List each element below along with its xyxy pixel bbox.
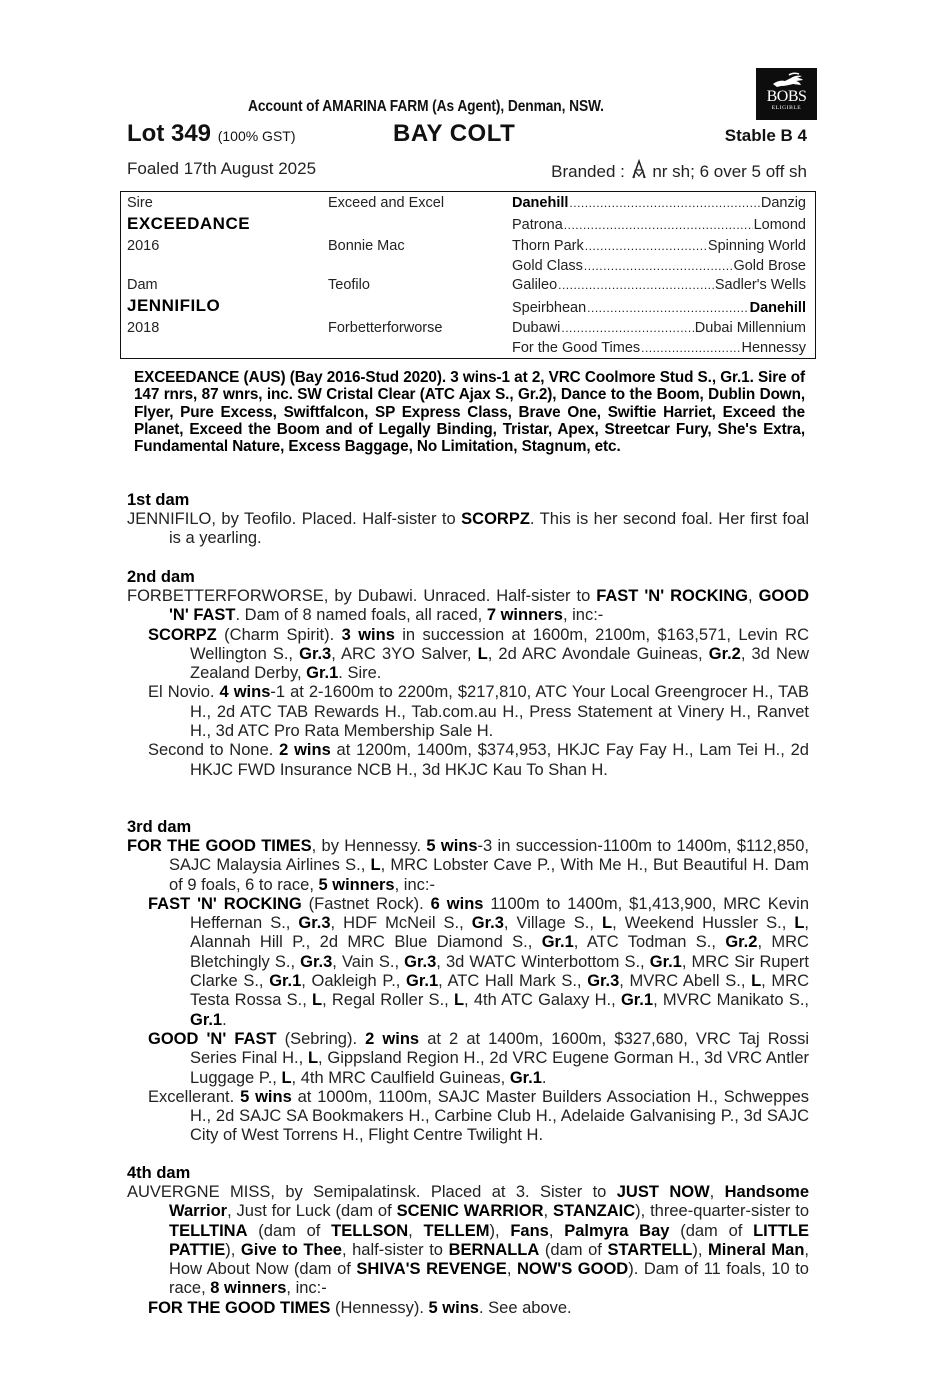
lot-header: [127, 120, 809, 150]
great-grandparent-row: [512, 195, 806, 211]
horse-description: BAY COLT: [393, 120, 516, 147]
great-grandparent-row: [512, 300, 806, 316]
gg-left: Patrona: [512, 217, 563, 233]
sire-label: Sire: [127, 195, 153, 211]
progeny-entry: SCORPZ (Charm Spirit). 3 wins in succession at 1600m, 2100m, $163,571, Levin RC Wellington S., Gr.3, ARC 3YO Salver, L, 2d ARC Avondale Guineas, Gr.2, 3d New Zealand Derby, Gr.1. Sire.: [148, 625, 809, 683]
section-title: 4th dam: [127, 1164, 191, 1182]
gg-right: Spinning World: [707, 238, 806, 254]
section-title: 1st dam: [127, 491, 190, 509]
great-grandparent-row: [512, 320, 806, 336]
dam-name: JENNIFILO: [127, 296, 221, 315]
dam-dam: Forbetterforworse: [328, 320, 443, 336]
progeny-entry: FAST 'N' ROCKING (Fastnet Rock). 6 wins 1100m to 1400m, $1,413,900, MRC Kevin Heffernan S., Gr.3, HDF McNeil S., Gr.3, Village S., L, Weekend Hussler S., L, Alannah Hill P., 2d MRC Blue Diamond S., Gr.1, ATC Todman S., Gr.2, MRC Bletchingly S., Gr.3, Vain S., Gr.3, 3d WATC Winterbottom S., Gr.1, MRC Sir Rupert Clarke S., Gr.1, Oakleigh P., Gr.1, ATC Hall Mark S., Gr.3, MVRC Abell S., L, MRC Testa Rossa S., L, Regal Roller S., L, 4th ATC Galaxy H., Gr.1, MVRC Manikato S., Gr.1.: [148, 894, 810, 1029]
leader-dots: [564, 217, 753, 233]
gg-left: For the Good Times: [512, 340, 641, 356]
gg-right: Lomond: [753, 217, 806, 233]
branded-info: [551, 159, 807, 184]
leader-dots: [585, 238, 707, 254]
vendor-account: Account of AMARINA FARM (As Agent), Denman, NSW.: [248, 98, 604, 115]
dam-label: Dam: [127, 277, 158, 293]
bobs-eligible-logo: [756, 68, 817, 120]
leader-dots: [587, 300, 748, 316]
gg-right: Hennessy: [741, 340, 806, 356]
gg-left: Dubawi: [512, 320, 561, 336]
logo-eligible-text: ELIGIBLE: [771, 105, 802, 111]
gg-left: Speirbhean: [512, 300, 587, 316]
gg-right: Danzig: [760, 195, 806, 211]
progeny-entry: FOR THE GOOD TIMES (Hennessy). 5 wins. See above.: [148, 1298, 572, 1317]
progeny-entry: GOOD 'N' FAST (Sebring). 2 wins at 2 at 1400m, 1600m, $327,680, VRC Taj Rossi Series Final H., L, Gippsland Region H., 2d VRC Eugene Gorman H., 3d VRC Antler Luggage P., L, 4th MRC Caulfield Guineas, Gr.1.: [148, 1029, 809, 1087]
foaled-date: Foaled 17th August 2025: [127, 159, 317, 178]
dam-paragraph: JENNIFILO, by Teofilo. Placed. Half-sister to SCORPZ. This is her second foal. Her first foal is a yearling.: [127, 510, 809, 548]
sire-year: 2016: [127, 238, 160, 254]
dam-paragraph: FOR THE GOOD TIMES, by Hennessy. 5 wins-3 in succession-1100m to 1400m, $112,850, SAJC Malaysia Airlines S., L, MRC Lobster Cave P., With Me H., But Beautiful H. Dam of 9 foals, 6 to race, 5 winners, inc:-: [127, 837, 809, 894]
great-grandparent-row: [512, 238, 806, 254]
great-grandparent-row: [512, 277, 806, 293]
progeny-entry: Second to None. 2 wins at 1200m, 1400m, $374,953, HKJC Fay Fay H., Lam Tei H., 2d HKJC FWD Insurance NCB H., 3d HKJC Kau To Shan H.: [148, 741, 809, 779]
second-dam-section: [127, 568, 809, 780]
progeny-entry: Excellerant. 5 wins at 1000m, 1100m, SAJC Master Builders Association H., Schweppes H., 2d SAJC SA Bookmakers H., Carbine Club H., Adelaide Galvanising P., 3d SAJC City of West Torrens H., Flight Centre Twilight H.: [148, 1087, 810, 1145]
dam-paragraph: FORBETTERFORWORSE, by Dubawi. Unraced. Half-sister to FAST 'N' ROCKING, GOOD 'N' FAST. Dam of 8 named foals, all raced, 7 winners, inc:-: [127, 587, 809, 625]
branded-label: Branded :: [551, 162, 625, 181]
leader-dots: [584, 258, 733, 274]
great-grandparent-row: [512, 217, 806, 233]
section-title: 2nd dam: [127, 568, 195, 586]
sire-dam: Bonnie Mac: [328, 238, 405, 254]
logo-bobs-text: BOBS: [766, 88, 807, 105]
sire-name: EXCEEDANCE: [127, 214, 251, 233]
dam-sire: Teofilo: [328, 277, 370, 293]
dam-paragraph: AUVERGNE MISS, by Semipalatinsk. Placed at 3. Sister to JUST NOW, Handsome Warrior, Just for Luck (dam of SCENIC WARRIOR, STANZAIC), three-quarter-sister to TELLTINA (dam of TELLSON, TELLEM), Fans, Palmyra Bay (dam of LITTLE PATTIE), Give to Thee, half-sister to BERNALLA (dam of STARTELL), Mineral Man, How About Now (dam of SHIVA'S REVENGE, NOW'S GOOD). Dam of 11 foals, 10 to race, 8 winners, inc:-: [127, 1183, 810, 1298]
great-grandparent-row: [512, 258, 806, 274]
gst-note: (100% GST): [217, 128, 296, 144]
leader-dots: [558, 277, 714, 293]
leader-dots: [561, 320, 693, 336]
stable-location: Stable B 4: [724, 126, 807, 145]
gg-right: Gold Brose: [733, 258, 806, 274]
great-grandparent-row: [512, 340, 806, 356]
sire-summary: EXCEEDANCE (AUS) (Bay 2016-Stud 2020). 3 wins-1 at 2, VRC Coolmore Stud S., Gr.1. Sire of 147 rnrs, 87 wnrs, inc. SW Cristal Clear (ATC Ajax S., Gr.2), Dance to the Boom, Dublin Down, Flyer, Pure Excess, Swiftfalcon, SP Express Class, Brave One, Swiftie Harriet, Exceed the Planet, Exceed the Boom and of Legally Binding, Tristar, Apex, Streetcar Fury, She's Extra, Fundamental Nature, Excess Baggage, No Limitation, Stagnum, etc.: [134, 369, 805, 456]
fourth-dam-section: [127, 1164, 809, 1318]
branded-detail: nr sh; 6 over 5 off sh: [652, 162, 807, 181]
third-dam-section: [127, 818, 809, 1146]
sire-sire: Exceed and Excel: [328, 195, 445, 211]
gg-left: Gold Class: [512, 258, 583, 274]
dam-year: 2018: [127, 320, 160, 336]
brand-mark-icon: [630, 159, 648, 184]
gg-left: Thorn Park: [512, 238, 584, 254]
gg-left: Galileo: [512, 277, 558, 293]
gg-left: Danehill: [512, 195, 569, 211]
section-title: 3rd dam: [127, 818, 192, 836]
leader-dots: [641, 340, 740, 356]
lot-number: [127, 120, 296, 148]
pedigree-table: [120, 191, 816, 359]
gg-right: Sadler's Wells: [714, 277, 806, 293]
gg-right: Danehill: [749, 300, 806, 316]
gg-right: Dubai Millennium: [694, 320, 806, 336]
lot-label: Lot 349: [127, 120, 212, 147]
progeny-entry: El Novio. 4 wins-1 at 2-1600m to 2200m, $217,810, ATC Your Local Greengrocer H., TAB H., 2d ATC TAB Rewards H., Tab.com.au H., Press Statement at Vinery H., Ranvet H., 3d ATC Pro Rata Membership Sale H.: [148, 683, 810, 741]
first-dam-section: [127, 491, 809, 549]
leader-dots: [569, 195, 759, 211]
